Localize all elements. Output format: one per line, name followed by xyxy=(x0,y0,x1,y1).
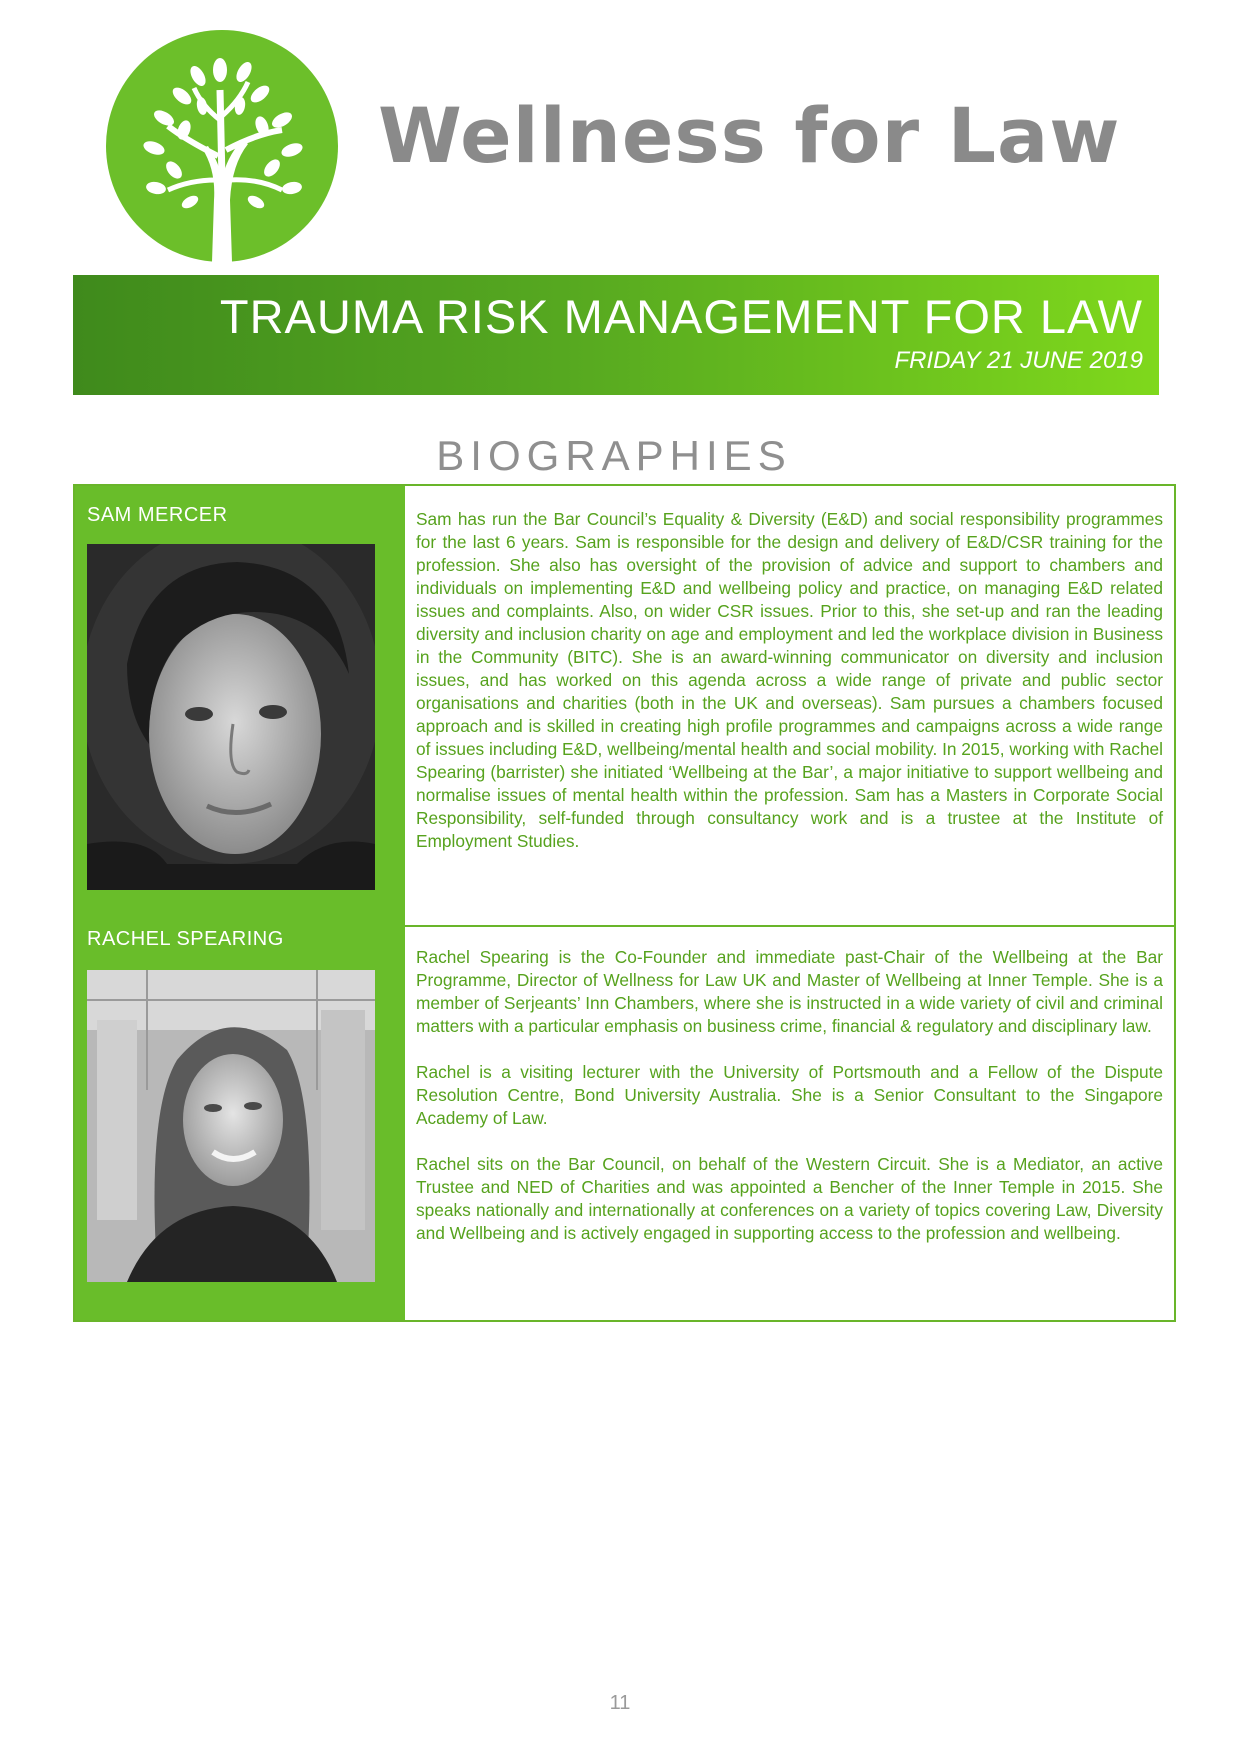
brand-name: Wellness for Law xyxy=(378,91,1121,180)
bio-paragraph: Rachel is a visiting lecturer with the University of Portsmouth and a Fellow of the Dispute Resolution Centre, Bond University Australia. She is a Senior Consultant to the Singapore Academy of Law. xyxy=(416,1062,1163,1128)
bio-sidebar xyxy=(75,486,405,1320)
event-title: TRAUMA RISK MANAGEMENT FOR LAW xyxy=(219,290,1143,343)
portrait-photo-sam-mercer xyxy=(87,544,375,890)
event-banner xyxy=(73,275,1159,395)
portrait-image xyxy=(87,544,375,890)
bio-paragraph: Rachel sits on the Bar Council, on behalf of the Western Circuit. She is a Mediator, an active Trustee and NED of Charities and was appointed a Bencher of the Inner Temple in 2015. She speaks nationally and internationally at conferences on a variety of topics covering Law, Diversity and Wellbeing and is actively engaged in supporting access to the profession and wellbeing. xyxy=(416,1154,1163,1243)
bio-content xyxy=(405,486,1174,1320)
portrait-photo-rachel-spearing xyxy=(87,970,375,1282)
bio-paragraph: Sam has run the Bar Council’s Equality & Diversity (E&D) and social responsibility programmes for the last 6 years. Sam is responsible for the design and delivery of E&D/CSR training for the profession. She also has oversight of the provision of advice and support to chambers and individuals on implementing E&D and wellbeing policy and practice, on managing E&D related issues and complaints. Also, on wider CSR issues. Prior to this, she set-up and ran the leading diversity and inclusion charity on age and employment and led the workplace division in Business in the Community (BITC). She is an award-winning communicator on diversity and inclusion issues, and has worked on this agenda across a wide range of private and public sector organisations and charities (both in the UK and overseas). Sam pursues a chambers focused approach and is skilled in creating high profile programmes and campaigns across a wide range of issues including E&D, wellbeing/mental health and social mobility. In 2015, working with Rachel Spearing (barrister) she initiated ‘Wellbeing at the Bar’, a major initiative to support wellbeing and normalise issues of mental health within the profession. Sam has a Masters in Corporate Social Responsibility, self-funded through consultancy work and is a trustee at the Institute of Employment Studies. xyxy=(416,509,1164,851)
bio-name: SAM MERCER xyxy=(87,504,228,526)
logo xyxy=(106,30,338,262)
biography-table xyxy=(73,484,1176,1322)
section-heading-text: BIOGRAPHIES xyxy=(436,432,792,479)
tree-icon xyxy=(106,30,338,262)
bio-text xyxy=(416,508,1163,853)
section-heading xyxy=(0,432,1240,480)
bio-name: RACHEL SPEARING xyxy=(87,928,284,950)
bio-paragraph: Rachel Spearing is the Co-Founder and immediate past-Chair of the Wellbeing at the Bar Programme, Director of Wellness for Law UK and Master of Wellbeing at Inner Temple. She is a member of Serjeants’ Inn Chambers, where she is instructed in a wide variety of civil and criminal matters with a particular emphasis on business crime, financial & regulatory and disciplinary law. xyxy=(416,947,1163,1036)
event-date: FRIDAY 21 JUNE 2019 xyxy=(894,347,1143,374)
row-divider xyxy=(405,925,1174,927)
bio-text xyxy=(416,946,1163,1245)
page-number: 11 xyxy=(609,1692,631,1714)
portrait-image xyxy=(87,970,375,1282)
